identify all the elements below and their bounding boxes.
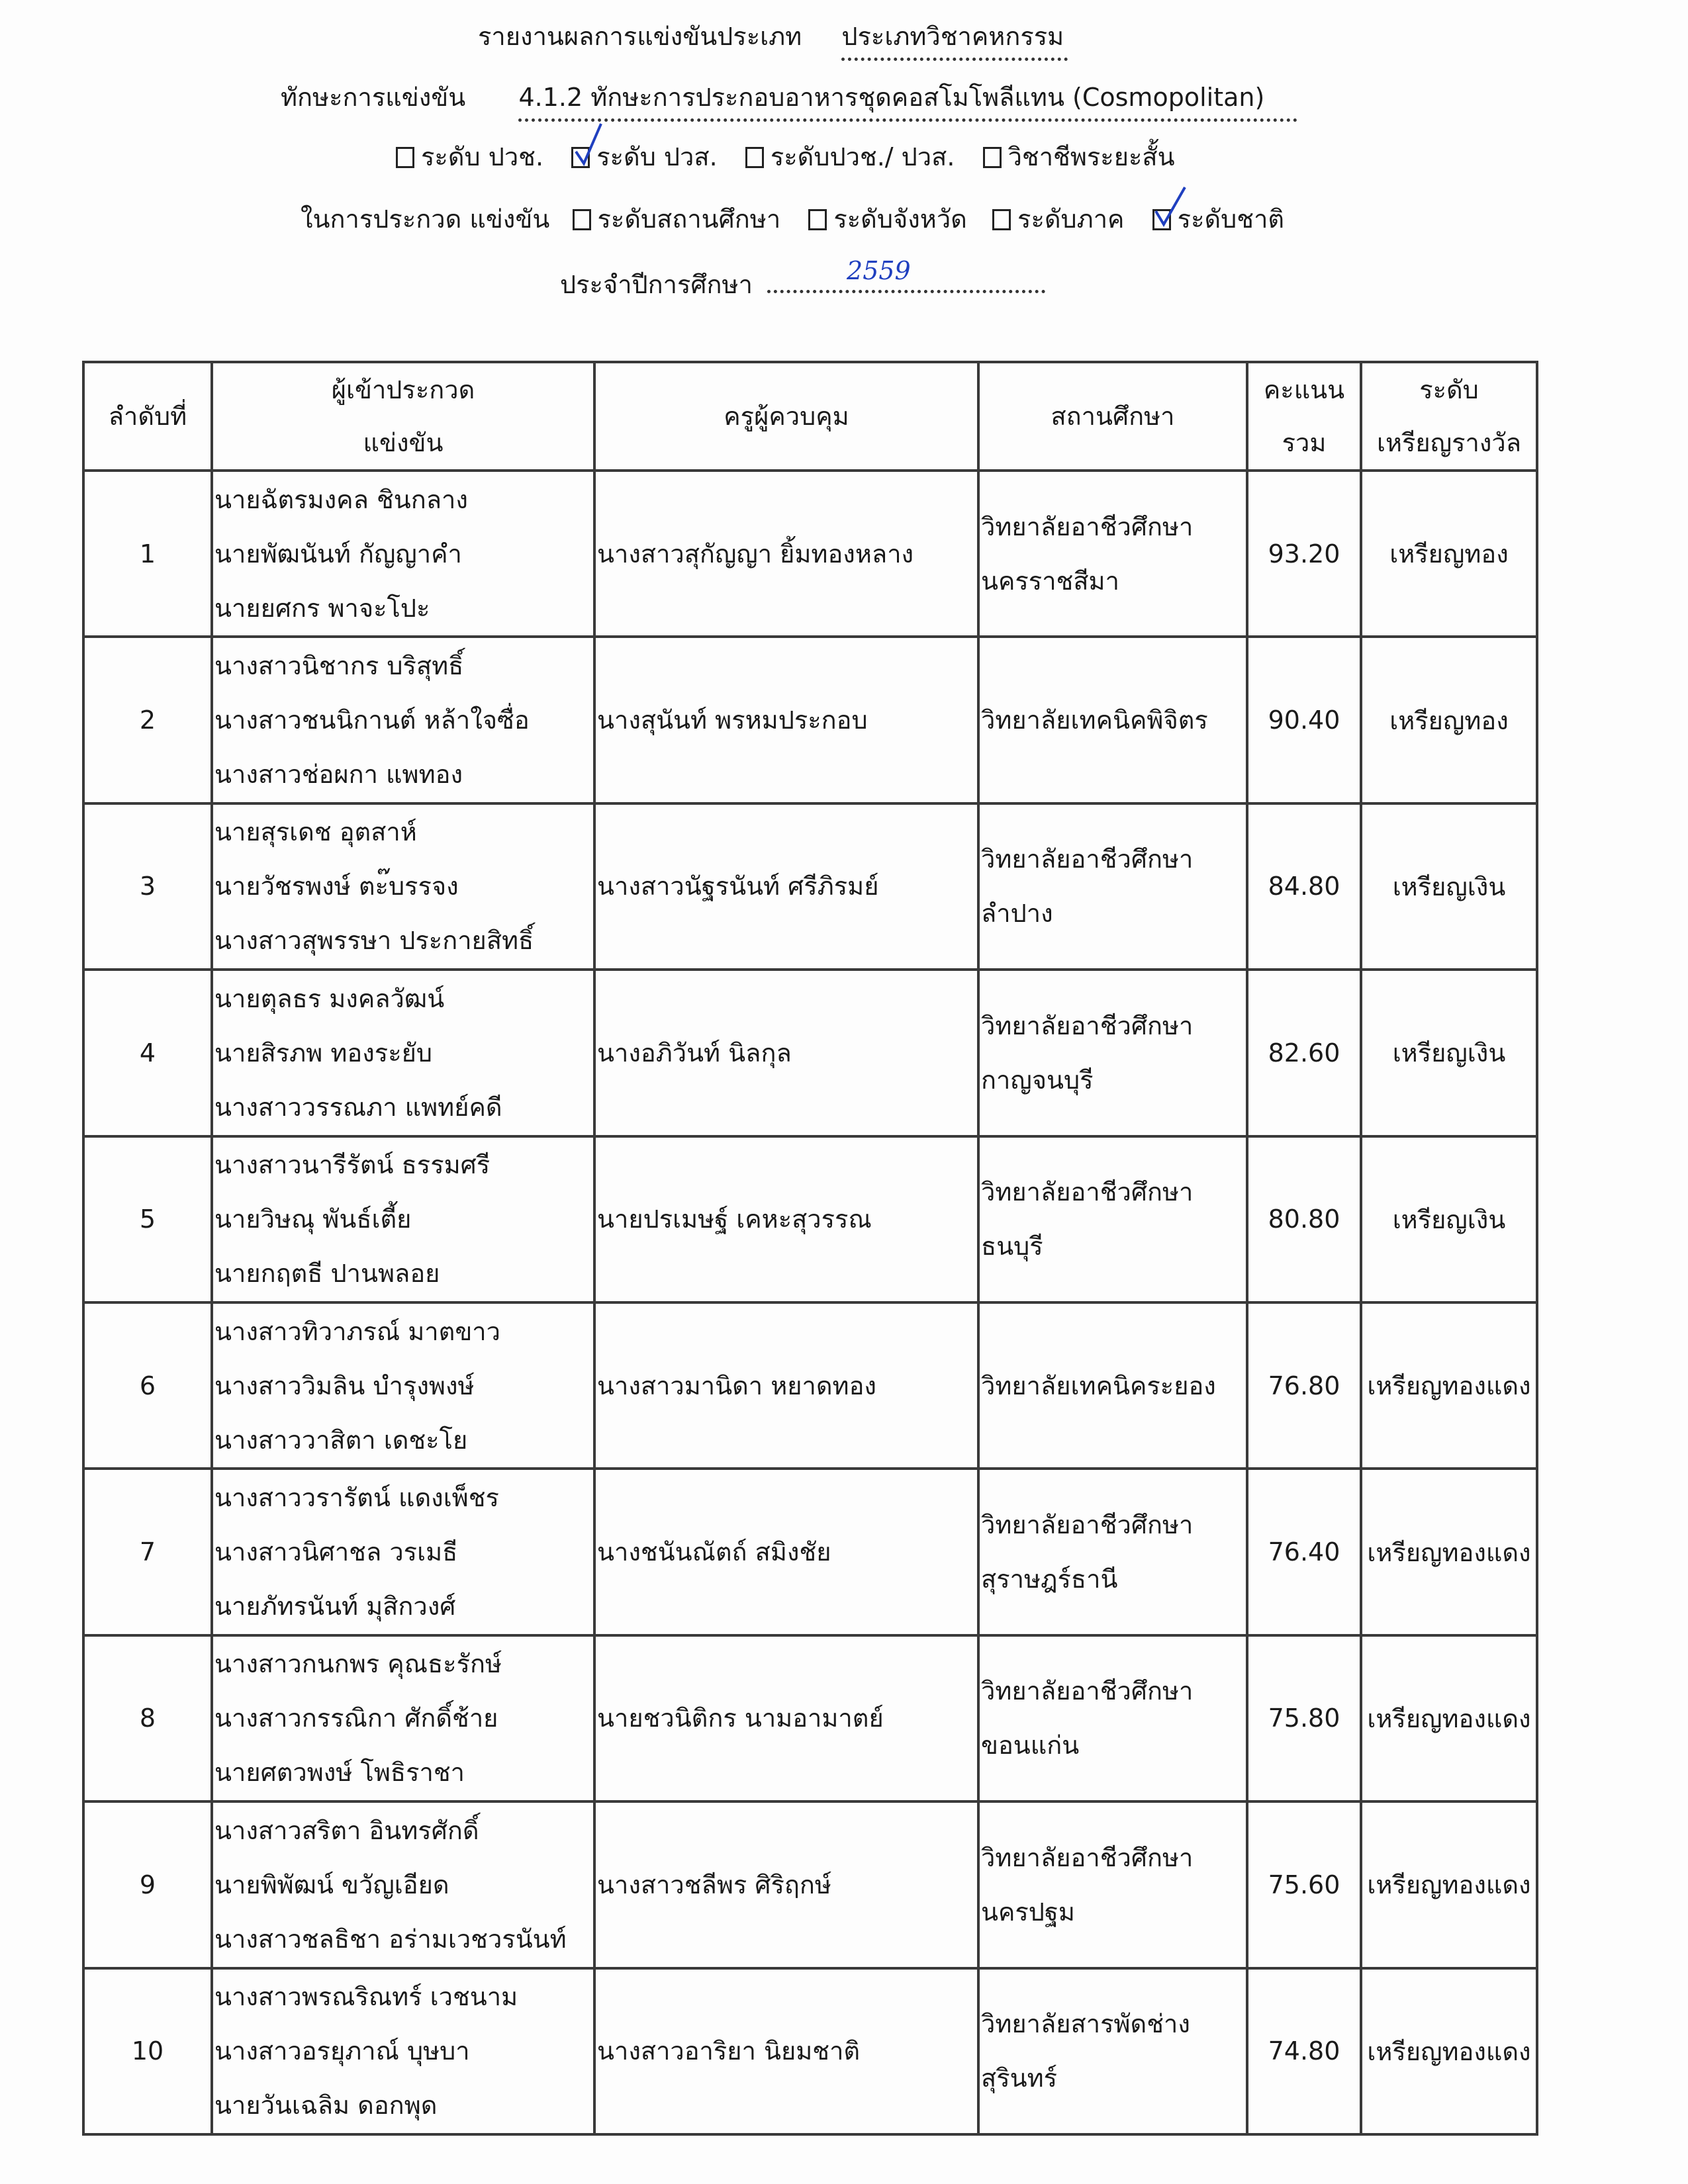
cell-score: 76.80: [1247, 1302, 1361, 1469]
cell-score: 93.20: [1247, 471, 1361, 637]
col-header-participants: ผู้เข้าประกวด แข่งขัน: [212, 362, 594, 471]
school-name-line: นครราชสีมา: [981, 566, 1119, 596]
participant-name: นายภัทรนันท์ มุสิกวงศ์: [214, 1592, 456, 1621]
school-name-line: วิทยาลัยเทคนิคระยอง: [981, 1371, 1216, 1400]
cell-participants: [212, 1302, 594, 1469]
cell-school: [978, 1968, 1247, 2134]
scope-label-1: ระดับสถานศึกษา: [597, 205, 781, 234]
scope-label-4: ระดับชาติ: [1177, 205, 1285, 234]
results-table: [82, 361, 1538, 2136]
skill-label: ทักษะการแข่งขัน: [281, 83, 466, 112]
school-name-line: ธนบุรี: [981, 1232, 1043, 1261]
cell-teacher: นายชวนิติกร นามอามาตย์: [594, 1635, 978, 1801]
report-type-label: รายงานผลการแข่งขันประเภท: [478, 22, 802, 51]
table-row: [83, 1136, 1537, 1302]
cell-score: 76.40: [1247, 1469, 1361, 1635]
cell-award: เหรียญทอง: [1361, 471, 1537, 637]
table-row: [83, 1635, 1537, 1801]
scope-label: ในการประกวด แข่งขัน: [301, 205, 550, 234]
cell-score: 90.40: [1247, 637, 1361, 803]
cell-participants: [212, 970, 594, 1136]
school-name-line: วิทยาลัยอาชีวศึกษา: [981, 1510, 1194, 1540]
participant-name: นายตุลธร มงคลวัฒน์: [214, 983, 445, 1013]
participant-name: นายกฤตธี ปานพลอย: [214, 1259, 440, 1289]
check-mark-icon: [1153, 185, 1199, 231]
cell-school: [978, 1469, 1247, 1635]
cell-participants: [212, 1635, 594, 1801]
participant-name: นายวัชรพงษ์ ตะ๊บรรจง: [214, 872, 459, 901]
cell-school: [978, 471, 1247, 637]
cell-teacher: นางสาวอาริยา นิยมชาติ: [594, 1968, 978, 2134]
participant-name: นายพิพัฒน์ ขวัญเอียด: [214, 1870, 449, 1899]
cell-no: 1: [83, 471, 212, 637]
participant-name: นายวิษณุ พันธ์เตี้ย: [214, 1205, 412, 1234]
year-field: [767, 256, 1045, 293]
cell-school: [978, 1635, 1247, 1801]
level-checkbox-both[interactable]: [745, 147, 764, 168]
school-name-line: สุรินทร์: [981, 2064, 1058, 2093]
participant-name: นายวันเฉลิม ดอกพุด: [214, 2091, 438, 2120]
cell-award: เหรียญเงิน: [1361, 970, 1537, 1136]
cell-no: 6: [83, 1302, 212, 1469]
participant-name: นายฉัตรมงคล ชินกลาง: [214, 484, 468, 514]
participant-name: นางสาวชลธิชา อร่ามเวชวรนันท์: [214, 1924, 567, 1954]
level-checkbox-short-course[interactable]: [983, 147, 1002, 168]
cell-score: 84.80: [1247, 803, 1361, 970]
cell-teacher: นางสาวมานิดา หยาดทอง: [594, 1302, 978, 1469]
cell-no: 7: [83, 1469, 212, 1635]
level-label-3: ระดับปวช./ ปวส.: [770, 142, 955, 171]
cell-award: เหรียญเงิน: [1361, 1136, 1537, 1302]
level-line: [396, 144, 1175, 169]
year-label: ประจำปีการศึกษา: [560, 270, 753, 299]
col-header-school: สถานศึกษา: [978, 362, 1247, 471]
cell-no: 8: [83, 1635, 212, 1801]
school-name-line: กาญจนบุรี: [981, 1065, 1094, 1095]
table-row: [83, 471, 1537, 637]
scope-line: [301, 206, 1284, 232]
participant-name: นายสุรเดช อุตสาห์: [214, 817, 417, 847]
participant-name: นางสาวช่อผกา แพทอง: [214, 760, 463, 790]
school-name-line: ลำปาง: [981, 899, 1053, 929]
participant-name: นางสาวสุพรรษา ประกายสิทธิ์: [214, 926, 534, 956]
level-label-2: ระดับ ปวส.: [596, 142, 718, 171]
col-header-award: ระดับ เหรียญรางวัล: [1361, 362, 1537, 471]
participant-name: นางสาวนิศาชล วรเมธี: [214, 1537, 458, 1567]
cell-no: 5: [83, 1136, 212, 1302]
school-name-line: วิทยาลัยอาชีวศึกษา: [981, 512, 1194, 541]
year-value: 2559: [847, 256, 911, 285]
cell-teacher: นายปรเมษฐ์ เคหะสุวรรณ: [594, 1136, 978, 1302]
school-name-line: วิทยาลัยอาชีวศึกษา: [981, 1843, 1194, 1872]
cell-school: [978, 637, 1247, 803]
cell-participants: [212, 1968, 594, 2134]
participant-name: นางสาวนิชากร บริสุทธิ์: [214, 651, 464, 681]
participant-name: นางสาวนารีรัตน์ ธรรมศรี: [214, 1150, 491, 1180]
table-row: [83, 637, 1537, 803]
level-checkbox-vocational-cert[interactable]: [396, 147, 414, 168]
school-name-line: วิทยาลัยเทคนิคพิจิตร: [981, 705, 1208, 735]
cell-teacher: นางสาวนัฐรนันท์ ศรีภิรมย์: [594, 803, 978, 970]
cell-teacher: นางอภิวันท์ นิลกุล: [594, 970, 978, 1136]
scope-checkbox-province[interactable]: [808, 209, 827, 230]
school-name-line: วิทยาลัยอาชีวศึกษา: [981, 844, 1194, 874]
cell-participants: [212, 637, 594, 803]
cell-score: 82.60: [1247, 970, 1361, 1136]
cell-school: [978, 970, 1247, 1136]
cell-teacher: นางสาวชลีพร ศิริฤกษ์: [594, 1801, 978, 1968]
participant-name: นางสาววรรณภา แพทย์คดี: [214, 1092, 502, 1122]
school-name-line: นครปฐม: [981, 1897, 1075, 1927]
table-row: [83, 1302, 1537, 1469]
cell-teacher: นางชนันณัตถ์ สมิงชัย: [594, 1469, 978, 1635]
cell-participants: [212, 471, 594, 637]
participant-name: นางสาววิมลิน บำรุงพงษ์: [214, 1371, 475, 1400]
scope-checkbox-region[interactable]: [992, 209, 1011, 230]
cell-participants: [212, 1136, 594, 1302]
cell-participants: [212, 803, 594, 970]
participant-name: นางสาวทิวาภรณ์ มาตขาว: [214, 1316, 500, 1346]
cell-school: [978, 803, 1247, 970]
level-label-1: ระดับ ปวช.: [421, 142, 544, 171]
scope-checkbox-school[interactable]: [573, 209, 591, 230]
cell-award: เหรียญทอง: [1361, 637, 1537, 803]
col-header-no: ลำดับที่: [83, 362, 212, 471]
participant-name: นางสาวอรยุภาณ์ บุษบา: [214, 2036, 470, 2066]
school-name-line: วิทยาลัยอาชีวศึกษา: [981, 1011, 1194, 1040]
table-row: [83, 1469, 1537, 1635]
school-name-line: วิทยาลัยอาชีวศึกษา: [981, 1676, 1194, 1706]
report-type-line: [478, 24, 1068, 49]
participant-name: นางสาวสริตา อินทรศักดิ์: [214, 1815, 479, 1845]
skill-value: 4.1.2 ทักษะการประกอบอาหารชุดคอสโมโพลีแทน (Cosmopolitan): [518, 83, 1297, 122]
col-header-teacher: ครูผู้ควบคุม: [594, 362, 978, 471]
year-line: [560, 256, 1045, 299]
table-row: [83, 803, 1537, 970]
cell-school: [978, 1136, 1247, 1302]
cell-award: เหรียญทองแดง: [1361, 1635, 1537, 1801]
report-type-value: ประเภทวิชาคหกรรม: [841, 22, 1068, 61]
participant-name: นางสาวกรรณิกา ศักดิ์ช้าย: [214, 1704, 498, 1733]
cell-no: 9: [83, 1801, 212, 1968]
cell-award: เหรียญทองแดง: [1361, 1801, 1537, 1968]
cell-school: [978, 1302, 1247, 1469]
participant-name: นายสิรภพ ทองระยับ: [214, 1038, 432, 1068]
level-label-4: วิชาชีพระยะสั้น: [1008, 142, 1175, 171]
participant-name: นางสาววรารัตน์ แดงเพ็ชร: [214, 1483, 499, 1513]
scope-label-2: ระดับจังหวัด: [833, 205, 967, 234]
school-name-line: วิทยาลัยสารพัดช่าง: [981, 2009, 1190, 2039]
cell-participants: [212, 1469, 594, 1635]
skill-line: [281, 85, 1297, 110]
cell-score: 75.80: [1247, 1635, 1361, 1801]
scope-checkbox-national[interactable]: [1152, 209, 1171, 230]
cell-score: 80.80: [1247, 1136, 1361, 1302]
cell-teacher: นางสาวสุกัญญา ยิ้มทองหลาง: [594, 471, 978, 637]
table-header-row: [83, 362, 1537, 471]
cell-award: เหรียญทองแดง: [1361, 1302, 1537, 1469]
check-mark-icon: [572, 122, 618, 169]
participant-name: นางสาวกนกพร คุณธะรักษ์: [214, 1649, 502, 1679]
school-name-line: สุราษฎร์ธานี: [981, 1565, 1118, 1594]
school-name-line: วิทยาลัยอาชีวศึกษา: [981, 1177, 1194, 1207]
participant-name: นางสาววาสิตา เดชะโย: [214, 1425, 468, 1455]
participant-name: นายศตวพงษ์ โพธิราชา: [214, 1758, 465, 1788]
table-row: [83, 1968, 1537, 2134]
cell-school: [978, 1801, 1247, 1968]
cell-no: 2: [83, 637, 212, 803]
cell-award: เหรียญเงิน: [1361, 803, 1537, 970]
participant-name: นางสาวพรณริณทร์ เวชนาม: [214, 1982, 518, 2012]
scope-label-3: ระดับภาค: [1017, 205, 1125, 234]
school-name-line: ขอนแก่น: [981, 1731, 1080, 1760]
cell-score: 75.60: [1247, 1801, 1361, 1968]
cell-no: 4: [83, 970, 212, 1136]
table-row: [83, 1801, 1537, 1968]
table-row: [83, 970, 1537, 1136]
participant-name: นายพัฒนันท์ กัญญาคำ: [214, 539, 462, 569]
participant-name: นางสาวชนนิกานต์ หล้าใจซื่อ: [214, 705, 530, 735]
cell-no: 3: [83, 803, 212, 970]
col-header-score: คะแนน รวม: [1247, 362, 1361, 471]
cell-no: 10: [83, 1968, 212, 2134]
cell-score: 74.80: [1247, 1968, 1361, 2134]
cell-award: เหรียญทองแดง: [1361, 1968, 1537, 2134]
cell-teacher: นางสุนันท์ พรหมประกอบ: [594, 637, 978, 803]
level-checkbox-high-vocational[interactable]: [571, 147, 590, 168]
cell-participants: [212, 1801, 594, 1968]
participant-name: นายยศกร พาจะโปะ: [214, 593, 430, 623]
cell-award: เหรียญทองแดง: [1361, 1469, 1537, 1635]
